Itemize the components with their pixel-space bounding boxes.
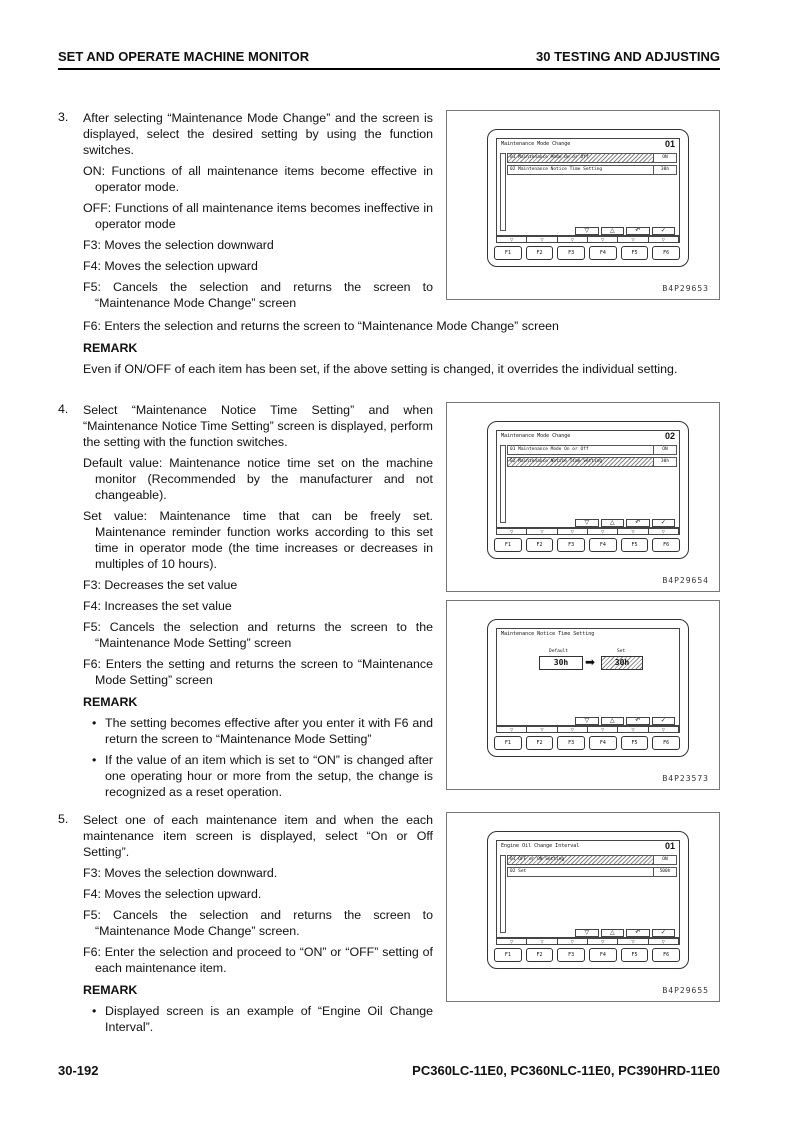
step-5 — [83, 812, 433, 1040]
monitor-screen — [487, 421, 689, 559]
monitor-screen — [487, 831, 689, 969]
figure-label: B4P29653 — [662, 284, 709, 293]
figure-label: B4P29654 — [662, 576, 709, 585]
step-3-remark: Even if ON/OFF of each item has been set, if the above setting is changed, it overrides the individual setting. — [83, 362, 678, 376]
step-4-intro: Select “Maintenance Notice Time Setting” and when “Maintenance Notice Time Setting” screen is displayed, perform the setting with the function switches. — [83, 403, 433, 449]
menu-row: 01 Maintenance Mode On or Off ON — [507, 153, 677, 163]
monitor-screen — [487, 129, 689, 267]
menu-row: 02 Set 500h — [507, 867, 677, 877]
remark-bullet: • Displayed screen is an example of “Engine Oil Change Interval”. — [83, 1003, 433, 1035]
function-tab-strip: ▽ ▽ ▽ ▽ ▽ ▽ — [496, 726, 680, 733]
step-4-f6: F6: Enters the setting and returns the screen to “Maintenance Mode Setting” screen — [83, 657, 433, 687]
page-number: 30-192 — [58, 1063, 99, 1078]
set-value: 30h — [601, 656, 643, 670]
step-3-cont — [83, 318, 720, 382]
step-4-f5: F5: Cancels the selection and returns the screen to the “Maintenance Mode Setting” screen — [83, 620, 433, 650]
arrow-right-icon: ➡ — [585, 655, 596, 669]
scrollbar — [500, 445, 506, 523]
step-5-f4: F4: Moves the selection upward. — [83, 887, 262, 901]
function-keys: F1 F2 F3 F4 F5 F6 — [494, 948, 680, 962]
monitor-screen — [487, 619, 689, 757]
step-4 — [83, 402, 433, 805]
screen-number: 02 — [664, 431, 675, 441]
function-tab-strip: ▽ ▽ ▽ ▽ ▽ ▽ — [496, 236, 680, 243]
step-3-f3: F3: Moves the selection downward — [83, 238, 274, 252]
step-5-intro: Select one of each maintenance item and when the each maintenance item screen is displayed, select “On or Off Setting”. — [83, 813, 433, 859]
remark-bullet: • The setting becomes effective after you enter it with F6 and return the screen to “Maintenance Mode Setting” — [83, 715, 433, 747]
step-3-f5: F5: Cancels the selection and returns the screen to “Maintenance Mode Change” screen — [83, 280, 433, 310]
step-4-f4: F4: Increases the set value — [83, 599, 232, 613]
step-3 — [83, 110, 433, 316]
screen-title: Maintenance Notice Time Setting — [501, 631, 595, 637]
figure-2 — [446, 402, 720, 592]
step-number: 4. — [58, 402, 69, 416]
page-header — [58, 46, 720, 70]
step-4-f3: F3: Decreases the set value — [83, 578, 238, 592]
function-tab-strip: ▽ ▽ ▽ ▽ ▽ ▽ — [496, 938, 680, 945]
scrollbar — [500, 855, 506, 933]
remark-bullet: • If the value of an item which is set to “ON” is changed after one operating hour or more from the setup, the change is recognized as a reset operation. — [83, 752, 433, 800]
screen-title: Engine Oil Change Interval — [501, 843, 580, 849]
function-keys: F1 F2 F3 F4 F5 F6 — [494, 246, 680, 260]
screen-title: Maintenance Mode Change — [501, 141, 571, 147]
step-4-default: Default value: Maintenance notice time set on the machine monitor (Recommended by the manufacturer and not changeable). — [83, 456, 433, 502]
section-title: SET AND OPERATE MACHINE MONITOR — [58, 49, 310, 64]
scrollbar — [500, 153, 506, 231]
step-number: 3. — [58, 110, 69, 124]
screen-guide-buttons: ▽ △ ↶ ✓ — [575, 929, 675, 937]
step-3-intro: After selecting “Maintenance Mode Change” and the screen is displayed, select the desired setting by using the function switches. — [83, 111, 433, 157]
step-3-f4: F4: Moves the selection upward — [83, 259, 258, 273]
step-4-set: Set value: Maintenance time that can be freely set. Maintenance reminder function works according to this set time in operator mode (the time increases or decreases in multiples of 10 hours). — [83, 509, 433, 571]
step-3-on: ON: Functions of all maintenance items become effective in operator mode. — [83, 164, 433, 194]
chapter-title: 30 TESTING AND ADJUSTING — [536, 49, 720, 64]
menu-row: 02 Maintenance Notice Time Setting 30h — [507, 457, 677, 467]
step-5-f5: F5: Cancels the selection and returns the screen to “Maintenance Mode Change” screen. — [83, 908, 433, 938]
figure-label: B4P29655 — [662, 986, 709, 995]
remark-label: REMARK — [83, 695, 138, 709]
screen-guide-buttons: ▽ △ ↶ ✓ — [575, 717, 675, 725]
screen-title: Maintenance Mode Change — [501, 433, 571, 439]
figure-1 — [446, 110, 720, 300]
function-keys: F1 F2 F3 F4 F5 F6 — [494, 538, 680, 552]
remark-label: REMARK — [83, 341, 138, 355]
menu-row: 01 Maintenance Mode On or Off ON — [507, 445, 677, 455]
function-tab-strip: ▽ ▽ ▽ ▽ ▽ ▽ — [496, 528, 680, 535]
default-value: 30h — [539, 656, 583, 670]
remark-label: REMARK — [83, 983, 138, 997]
step-number: 5. — [58, 812, 69, 826]
step-3-off: OFF: Functions of all maintenance items becomes ineffective in operator mode — [83, 201, 433, 231]
screen-guide-buttons: ▽ △ ↶ ✓ — [575, 227, 675, 235]
function-keys: F1 F2 F3 F4 F5 F6 — [494, 736, 680, 750]
screen-number: 01 — [664, 841, 675, 851]
default-caption: Default — [549, 649, 568, 654]
screen-number: 01 — [664, 139, 675, 149]
menu-row: 02 Maintenance Notice Time Setting 30h — [507, 165, 677, 175]
model-list: PC360LC-11E0, PC360NLC-11E0, PC390HRD-11E0 — [412, 1063, 720, 1078]
step-5-f3: F3: Moves the selection downward. — [83, 866, 278, 880]
figure-3 — [446, 600, 720, 790]
menu-row: 01 OFF or ON Setting ON — [507, 855, 677, 865]
screen-guide-buttons: ▽ △ ↶ ✓ — [575, 519, 675, 527]
set-caption: Set — [617, 649, 626, 654]
figure-4 — [446, 812, 720, 1002]
step-3-f6: F6: Enters the selection and returns the screen to “Maintenance Mode Change” screen — [83, 319, 559, 333]
step-5-f6: F6: Enter the selection and proceed to “ON” or “OFF” setting of each maintenance item. — [83, 945, 433, 975]
figure-label: B4P23573 — [662, 774, 709, 783]
